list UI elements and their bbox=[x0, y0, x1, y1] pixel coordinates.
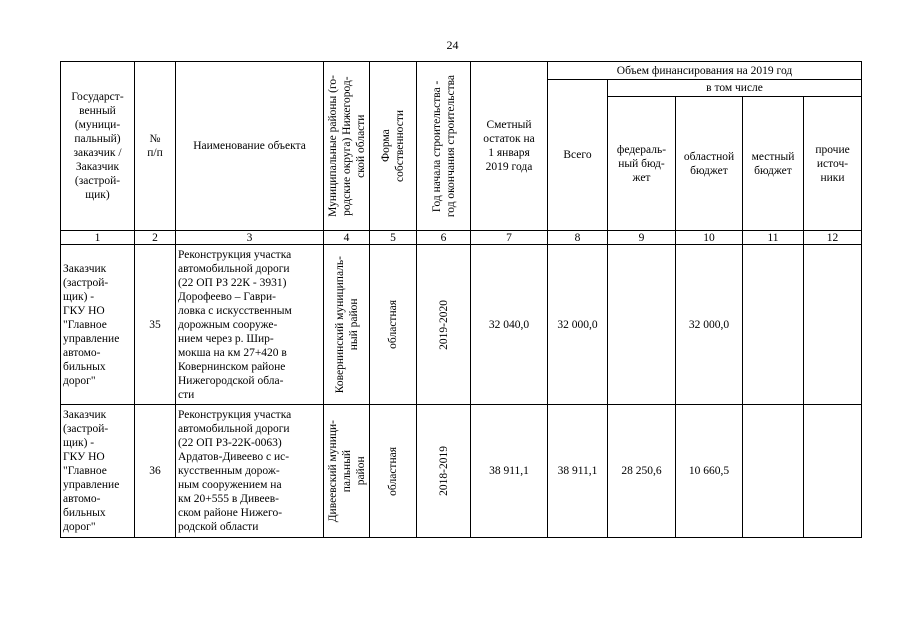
row-customer: Заказчик (застрой- щик) - ГКУ НО "Главное управление автомо- бильных дорог" bbox=[61, 245, 135, 405]
column-number-row bbox=[61, 231, 862, 245]
column-number: 10 bbox=[676, 231, 743, 245]
row-customer: Заказчик (застрой- щик) - ГКУ НО "Главное управление автомо- бильных дорог" bbox=[61, 405, 135, 538]
table-row bbox=[61, 245, 862, 405]
header-number: № п/п bbox=[135, 62, 176, 231]
column-number: 3 bbox=[176, 231, 324, 245]
header-customer: Государст- венный (муници- пальный) заказчик / Заказчик (застрой- щик) bbox=[61, 62, 135, 231]
column-number: 11 bbox=[743, 231, 804, 245]
header-object-name: Наименование объекта bbox=[176, 62, 324, 231]
column-number: 8 bbox=[548, 231, 608, 245]
row-number: 35 bbox=[135, 245, 176, 405]
column-number: 2 bbox=[135, 231, 176, 245]
row-district: Дивеевский муници- пальный район bbox=[324, 405, 370, 538]
column-number: 7 bbox=[471, 231, 548, 245]
table-row bbox=[61, 405, 862, 538]
header-row-1 bbox=[61, 62, 862, 80]
column-number: 6 bbox=[417, 231, 471, 245]
row-object: Реконструкция участка автомобильной дороги (22 ОП РЗ-22К-0063) Ардатов-Дивеево с ис- кусственным дорож- ным сооружением на км 20+555 в Дивеев- ском районе Нижего- родской области bbox=[176, 405, 324, 538]
row-object: Реконструкция участка автомобильной дороги (22 ОП РЗ 22К - 3931) Дорофеево – Гаври- ловка с искусственным дорожным сооруже- нием через р. Шир- мокша на км 27+420 в Ковернинском районе Нижегородской обла- сти bbox=[176, 245, 324, 405]
header-total: Всего bbox=[548, 80, 608, 231]
header-including: в том числе bbox=[608, 80, 862, 97]
row-other bbox=[804, 405, 862, 538]
row-regional: 32 000,0 bbox=[676, 245, 743, 405]
header-other: прочие источ- ники bbox=[804, 97, 862, 231]
row-balance: 32 040,0 bbox=[471, 245, 548, 405]
row-number: 36 bbox=[135, 405, 176, 538]
row-balance: 38 911,1 bbox=[471, 405, 548, 538]
header-ownership: Форма собственности bbox=[370, 62, 417, 231]
row-years: 2018-2019 bbox=[417, 405, 471, 538]
column-number: 5 bbox=[370, 231, 417, 245]
header-balance: Сметный остаток на 1 января 2019 года bbox=[471, 62, 548, 231]
row-federal: 28 250,6 bbox=[608, 405, 676, 538]
row-other bbox=[804, 245, 862, 405]
header-years: Год начала строительства - год окончания строительства bbox=[417, 62, 471, 231]
column-number: 9 bbox=[608, 231, 676, 245]
row-total: 32 000,0 bbox=[548, 245, 608, 405]
header-regional: областной бюджет bbox=[676, 97, 743, 231]
column-number: 4 bbox=[324, 231, 370, 245]
financing-table bbox=[60, 61, 862, 538]
row-years: 2019-2020 bbox=[417, 245, 471, 405]
row-local bbox=[743, 245, 804, 405]
column-number: 1 bbox=[61, 231, 135, 245]
row-ownership: областная bbox=[370, 405, 417, 538]
row-regional: 10 660,5 bbox=[676, 405, 743, 538]
row-federal bbox=[608, 245, 676, 405]
header-district: Муниципальные районы (го- родские округа) Нижегород- ской области bbox=[324, 62, 370, 231]
row-total: 38 911,1 bbox=[548, 405, 608, 538]
row-local bbox=[743, 405, 804, 538]
header-local: местный бюджет bbox=[743, 97, 804, 231]
row-district: Ковернинский муниципаль- ный район bbox=[324, 245, 370, 405]
row-ownership: областная bbox=[370, 245, 417, 405]
column-number: 12 bbox=[804, 231, 862, 245]
page-number: 24 bbox=[446, 38, 459, 52]
header-federal: федераль- ный бюд- жет bbox=[608, 97, 676, 231]
header-funding-group: Объем финансирования на 2019 год bbox=[548, 62, 862, 80]
